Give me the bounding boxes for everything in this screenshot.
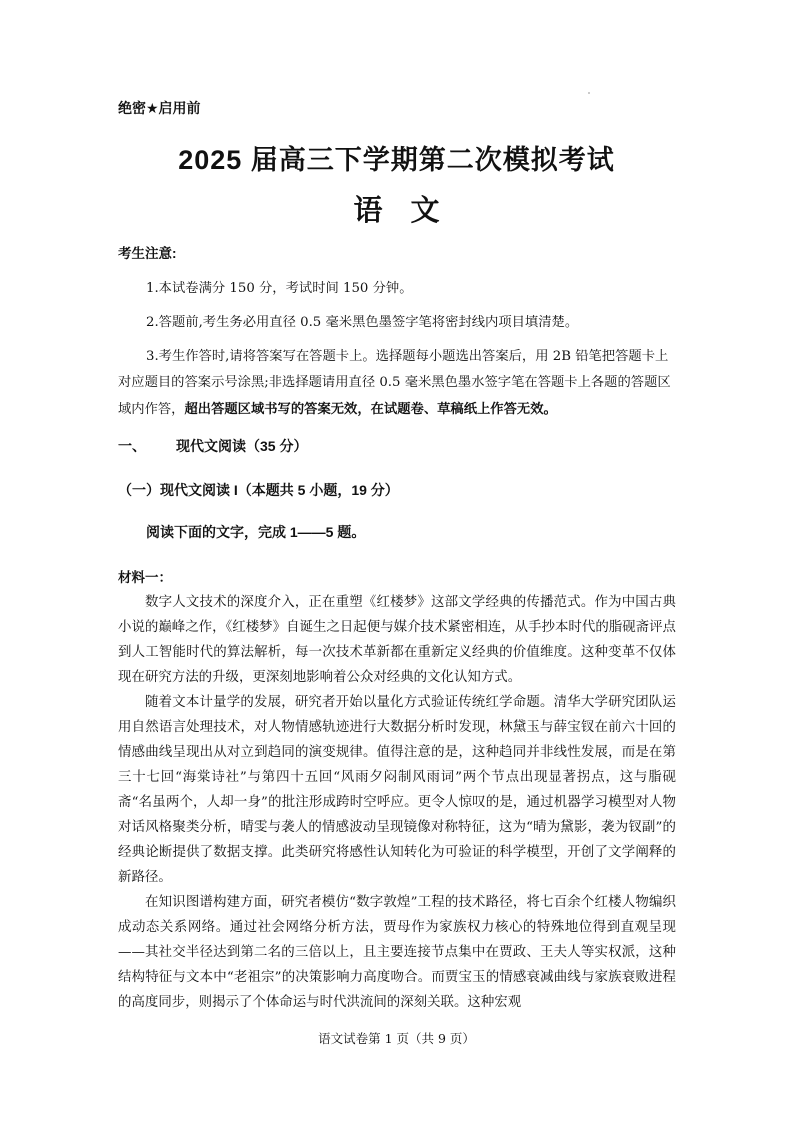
confidential-label: 绝密★启用前	[118, 100, 201, 116]
passage-paragraph-2: 随着文本计量学的发展，研究者开始以量化方式验证传统红学命题。清华大学研究团队运用自然语言处理技术，对人物情感轨迹进行大数据分析时发现，林黛玉与薛宝钗在前六十回的情感曲线呈现出从对立到趋同的演变规律。值得注意的是，这种趋同并非线性发展，而是在第三十七回“海棠诗社”与第四十五回“风雨夕闷制风雨词”两个节点出现显著拐点，这与脂砚斋“名虽两个，人却一身”的批注形成跨时空呼应。更令人惊叹的是，通过机器学习模型对人物对话风格聚类分析，晴雯与袭人的情感波动呈现镜像对称特征，这为“晴为黛影，袭为钗副”的经典论断提供了数据支撑。此类研究将感性认知转化为可验证的科学模型，开创了文学阐释的新路径。	[118, 695, 676, 885]
notice-rule-1: 1.本试卷满分 150 分，考试时间 150 分钟。	[146, 281, 413, 296]
scan-artifact-dot	[588, 92, 590, 94]
section-number: 一、	[118, 438, 146, 454]
notice-rule-3-emphasis: 超出答题区域书写的答案无效，在试题卷、草稿纸上作答无效。	[184, 401, 557, 416]
section-title: 现代文阅读（35 分）	[176, 438, 308, 454]
subject-title: 语文	[353, 195, 468, 227]
reading-instruction: 阅读下面的文字，完成 1——5 题。	[146, 524, 366, 540]
notice-rule-2: 2.答题前,考生务必用直径 0.5 毫米黑色墨签字笔将密封线内项目填清楚。	[146, 315, 579, 330]
passage-paragraph-3: 在知识图谱构建方面，研究者模仿“数字敦煌”工程的技术路径，将七百余个红楼人物编织成动态关系网络。通过社会网络分析方法，贾母作为家族权力核心的特殊地位得到直观呈现——其社交半径达到第二名的三倍以上，且主要连接节点集中在贾政、王夫人等实权派，这种结构特征与文本中“老祖宗”的决策影响力高度吻合。而贾宝玉的情感衰减曲线与家族衰败进程的高度同步，则揭示了个体命运与时代洪流间的深刻关联。这种宏观	[118, 895, 676, 1010]
page-footer: 语文试卷第 1 页（共 9 页）	[318, 1031, 475, 1046]
exam-title: 2025 届高三下学期第二次模拟考试	[178, 145, 615, 175]
passage-paragraph-1: 数字人文技术的深度介入，正在重塑《红楼梦》这部文学经典的传播范式。作为中国古典小说的巅峰之作，《红楼梦》自诞生之日起便与媒介技术紧密相连，从手抄本时代的脂砚斋评点到人工智能时代的算法解析，每一次技术革新都在重新定义经典的价值维度。这种变革不仅体现在研究方法的升级，更深刻地影响着公众对经典的文化认知方式。	[118, 595, 676, 685]
material-label: 材料一：	[118, 570, 172, 585]
notice-rule-3-text: 3.考生作答时,请将答案写在答题卡上。选择题每小题选出答案后，用 2B 铅笔把答题卡上对应题目的答案示号涂黑;非选择题请用直径 0.5 毫米黑色墨水签字笔在答题卡上各题的答题区域内作答，	[118, 349, 671, 417]
section-heading	[118, 436, 307, 456]
notice-rule-3	[118, 344, 673, 423]
subsection-heading: （一）现代文阅读 I（本题共 5 小题，19 分）	[118, 482, 399, 498]
notice-title: 考生注意:	[118, 246, 177, 261]
